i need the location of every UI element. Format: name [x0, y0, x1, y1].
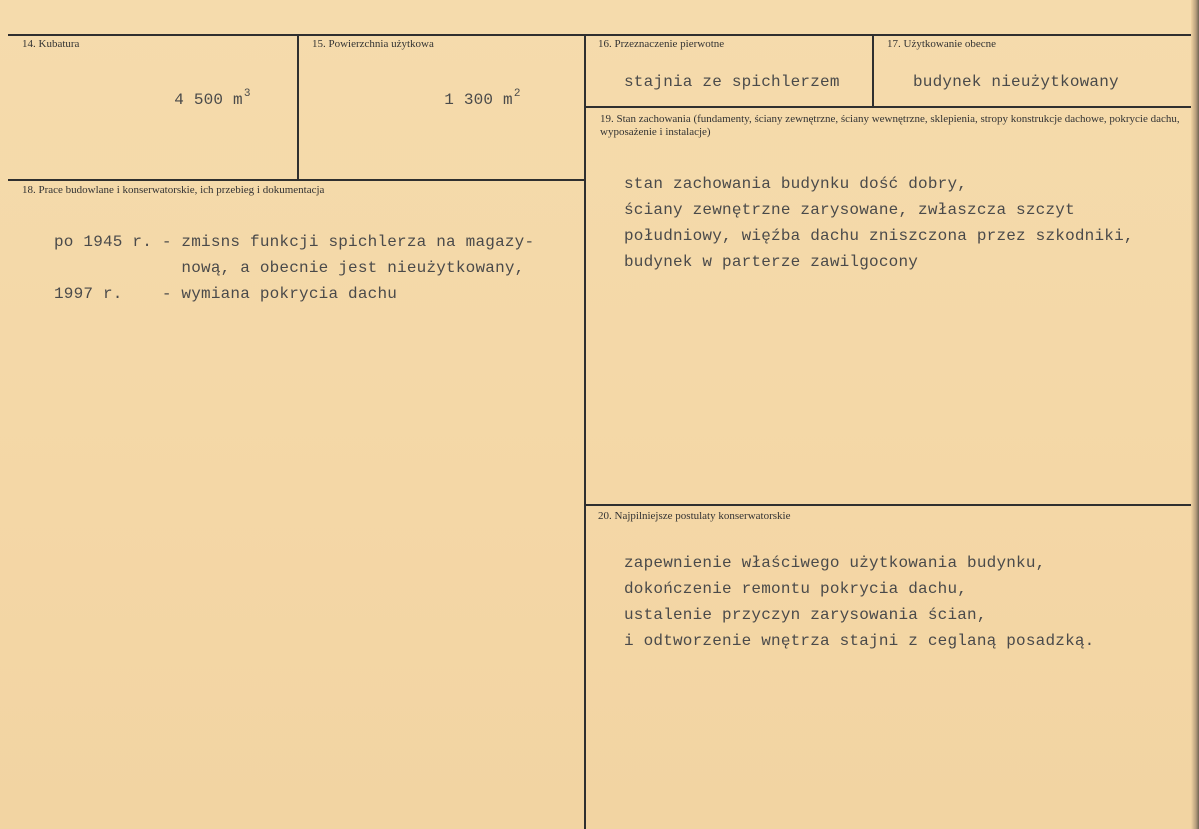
field-18-line-2: nową, a obecnie jest nieużytkowany, [54, 259, 525, 277]
field-16-label: 16. Przeznaczenie pierwotne [598, 38, 725, 50]
field-15-number: 1 300 m [444, 91, 513, 109]
rule-above-20 [586, 504, 1196, 506]
field-20-line-3: ustalenie przyczyn zarysowania ścian, [624, 606, 987, 624]
field-15-exponent: 2 [513, 88, 521, 100]
field-17-value: budynek nieużytkowany [913, 73, 1119, 91]
field-18-label: 18. Prace budowlane i konserwatorskie, ich przebieg i dokumentacja [22, 184, 325, 196]
top-rule [8, 34, 1196, 36]
field-14-number: 4 500 m [174, 91, 243, 109]
field-20-line-1: zapewnienie właściwego użytkowania budynku, [624, 554, 1046, 572]
field-18-line-3: 1997 r. - wymiana pokrycia dachu [54, 285, 398, 303]
field-20-line-2: dokończenie remontu pokrycia dachu, [624, 580, 968, 598]
divider-16-17 [872, 34, 874, 107]
field-16-value: stajnia ze spichlerzem [624, 73, 840, 91]
field-19-line-1: stan zachowania budynku dość dobry, [624, 175, 968, 193]
field-20-line-4: i odtworzenie wnętrza stajni z ceglaną posadzką. [624, 632, 1095, 650]
rule-above-18 [8, 179, 586, 181]
field-19-label: 19. Stan zachowania (fundamenty, ściany zewnętrzne, ściany wewnętrzne, sklepienia, stropy konstrukcje dachowe, pokrycie dachu, wyposażenie i instalacje) [600, 113, 1180, 138]
rule-under-16-17 [586, 106, 1196, 108]
field-14-label: 14. Kubatura [22, 38, 80, 50]
field-18-line-1: po 1945 r. - zmisns funkcji spichlerza na magazy- [54, 233, 535, 251]
field-17-label: 17. Użytkowanie obecne [887, 38, 997, 50]
field-19-line-2: ściany zewnętrzne zarysowane, zwłaszcza szczyt [624, 201, 1075, 219]
divider-14-15 [297, 34, 299, 179]
field-20-label: 20. Najpilniejsze postulaty konserwatorskie [598, 510, 791, 522]
field-14-exponent: 3 [243, 88, 251, 100]
field-14-value [135, 70, 251, 127]
field-15-label: 15. Powierzchnia użytkowa [312, 38, 434, 50]
main-vertical-divider [584, 34, 586, 829]
field-19-line-3: południowy, więźba dachu zniszczona przez szkodniki, [624, 227, 1134, 245]
paper-edge [1191, 0, 1199, 829]
field-19-line-4: budynek w parterze zawilgocony [624, 253, 919, 271]
field-15-value [405, 70, 521, 127]
